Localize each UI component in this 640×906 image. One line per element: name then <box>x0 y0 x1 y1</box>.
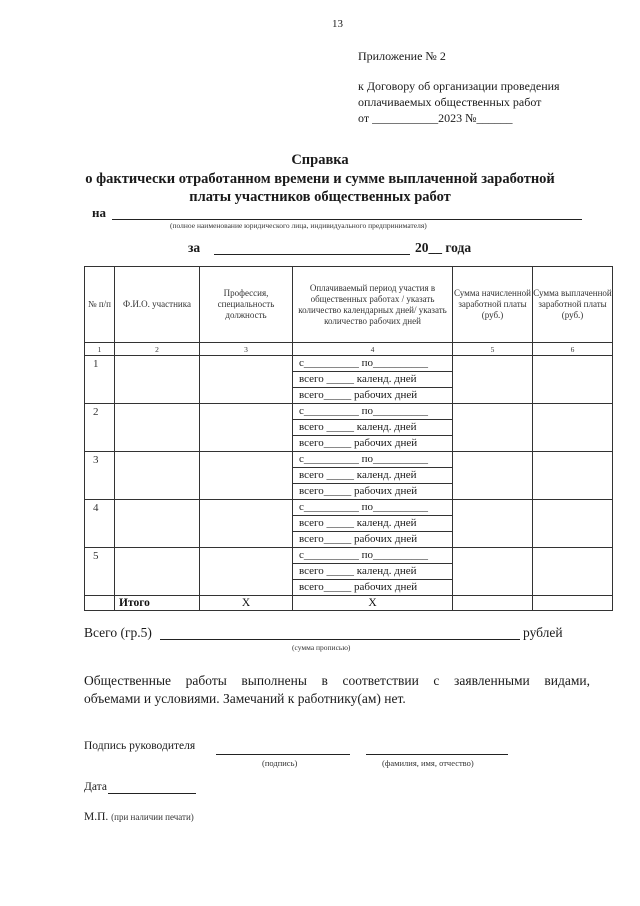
profession-cell <box>200 548 293 596</box>
appendix-title: Приложение № 2 <box>358 49 446 63</box>
table-row <box>85 404 613 452</box>
full-name-caption: (фамилия, имя, отчество) <box>382 758 474 768</box>
row-number: 4 <box>85 500 115 548</box>
za-label: за <box>188 240 201 255</box>
total-x-profession: X <box>200 596 293 611</box>
total-sum-label: Всего (гр.5) <box>84 625 152 640</box>
profession-cell <box>200 356 293 404</box>
period-calendar-days: всего _____ календ. дней <box>293 468 452 484</box>
page-number: 13 <box>332 18 343 30</box>
row-number: 1 <box>85 356 115 404</box>
signature-label: Подпись руководителя <box>84 740 196 752</box>
table-row <box>85 356 613 404</box>
paid-sum-cell <box>533 356 613 404</box>
table-row <box>85 500 613 548</box>
paid-sum-cell <box>533 452 613 500</box>
period-dates: с__________ по__________ <box>293 356 452 372</box>
statement-line-2: объемами и условиями. Замечаний к работнику(ам) нет. <box>84 691 406 706</box>
period-cell <box>293 500 453 548</box>
signature-caption: (подпись) <box>262 758 298 768</box>
seal-label <box>84 811 194 823</box>
name-cell <box>115 404 200 452</box>
header-profession: Профессия, специальность должность <box>200 267 293 343</box>
total-sum-caption: (сумма прописью) <box>292 643 351 652</box>
accrued-sum-cell <box>453 356 533 404</box>
period-working-days: всего_____ рабочих дней <box>299 485 418 497</box>
appendix-line-2: оплачиваемых общественных работ <box>358 95 542 109</box>
period-calendar-days: всего _____ календ. дней <box>293 516 452 532</box>
paid-sum-cell <box>533 500 613 548</box>
name-cell <box>115 356 200 404</box>
period-dates: с__________ по__________ <box>293 452 452 468</box>
report-table <box>84 266 613 611</box>
header-number: № п/п <box>85 267 115 343</box>
col-number: 5 <box>453 343 533 356</box>
accrued-sum-cell <box>453 500 533 548</box>
appendix-line-1: к Договору об организации проведения <box>358 79 560 93</box>
period-working-days: всего_____ рабочих дней <box>299 437 418 449</box>
row-number: 3 <box>85 452 115 500</box>
seal-mark: М.П. <box>84 811 109 823</box>
period-calendar-days: всего _____ календ. дней <box>293 420 452 436</box>
table-row <box>85 452 613 500</box>
header-name: Ф.И.О. участника <box>115 267 200 343</box>
accrued-sum-cell <box>453 404 533 452</box>
col-number: 1 <box>85 343 115 356</box>
profession-cell <box>200 500 293 548</box>
name-cell <box>115 500 200 548</box>
col-number: 3 <box>200 343 293 356</box>
period-dates: с__________ по__________ <box>293 404 452 420</box>
col-number: 6 <box>533 343 613 356</box>
total-label: Итого <box>115 596 200 611</box>
total-sum-unit: рублей <box>523 625 563 640</box>
period-cell <box>293 404 453 452</box>
accrued-sum-cell <box>453 452 533 500</box>
organization-name-line <box>112 219 582 220</box>
header-period: Оплачиваемый период участия в общественных работах / указать количество календарных дней/ указать количество рабочих дней <box>293 267 453 343</box>
full-name-line <box>366 754 508 755</box>
accrued-sum-cell <box>453 548 533 596</box>
date-label: Дата <box>84 781 107 793</box>
heading-line-2: о фактически отработанном времени и сумме выплаченной заработной <box>85 171 555 187</box>
col-number: 2 <box>115 343 200 356</box>
period-cell <box>293 356 453 404</box>
name-cell <box>115 548 200 596</box>
period-working-days: всего_____ рабочих дней <box>299 581 418 593</box>
period-line <box>214 254 410 255</box>
na-label: на <box>92 205 106 220</box>
row-number: 5 <box>85 548 115 596</box>
period-working-days: всего_____ рабочих дней <box>299 533 418 545</box>
organization-caption: (полное наименование юридического лица, индивидуального предпринимателя) <box>170 221 427 230</box>
period-calendar-days: всего _____ календ. дней <box>293 564 452 580</box>
total-empty-cell <box>85 596 115 611</box>
name-cell <box>115 452 200 500</box>
paid-sum-cell <box>533 548 613 596</box>
appendix-line-3: от ___________2023 №______ <box>358 111 513 125</box>
period-cell <box>293 452 453 500</box>
paid-sum-cell <box>533 404 613 452</box>
total-x-period: X <box>293 596 453 611</box>
profession-cell <box>200 404 293 452</box>
table-header-row <box>85 267 613 343</box>
profession-cell <box>200 452 293 500</box>
column-number-row <box>85 343 613 356</box>
total-sum-line <box>160 639 520 640</box>
total-accrued-cell <box>453 596 533 611</box>
year-label: 20__ года <box>415 240 472 255</box>
col-number: 4 <box>293 343 453 356</box>
period-dates: с__________ по__________ <box>293 548 452 564</box>
header-paid-sum: Сумма выплаченной заработной платы (руб.) <box>533 267 613 343</box>
heading-line-1: Справка <box>291 152 349 168</box>
seal-note: (при наличии печати) <box>111 812 194 822</box>
date-line <box>108 793 196 794</box>
total-paid-cell <box>533 596 613 611</box>
statement-line-1: Общественные работы выполнены в соответствии с заявленными видами, <box>84 673 590 688</box>
period-dates: с__________ по__________ <box>293 500 452 516</box>
period-cell <box>293 548 453 596</box>
heading-line-3: платы участников общественных работ <box>189 189 451 205</box>
header-accrued-sum: Сумма начисленной заработной платы (руб.) <box>453 267 533 343</box>
period-working-days: всего_____ рабочих дней <box>299 389 418 401</box>
period-calendar-days: всего _____ календ. дней <box>293 372 452 388</box>
row-number: 2 <box>85 404 115 452</box>
total-row <box>85 596 613 611</box>
signature-line <box>216 754 350 755</box>
table-row <box>85 548 613 596</box>
